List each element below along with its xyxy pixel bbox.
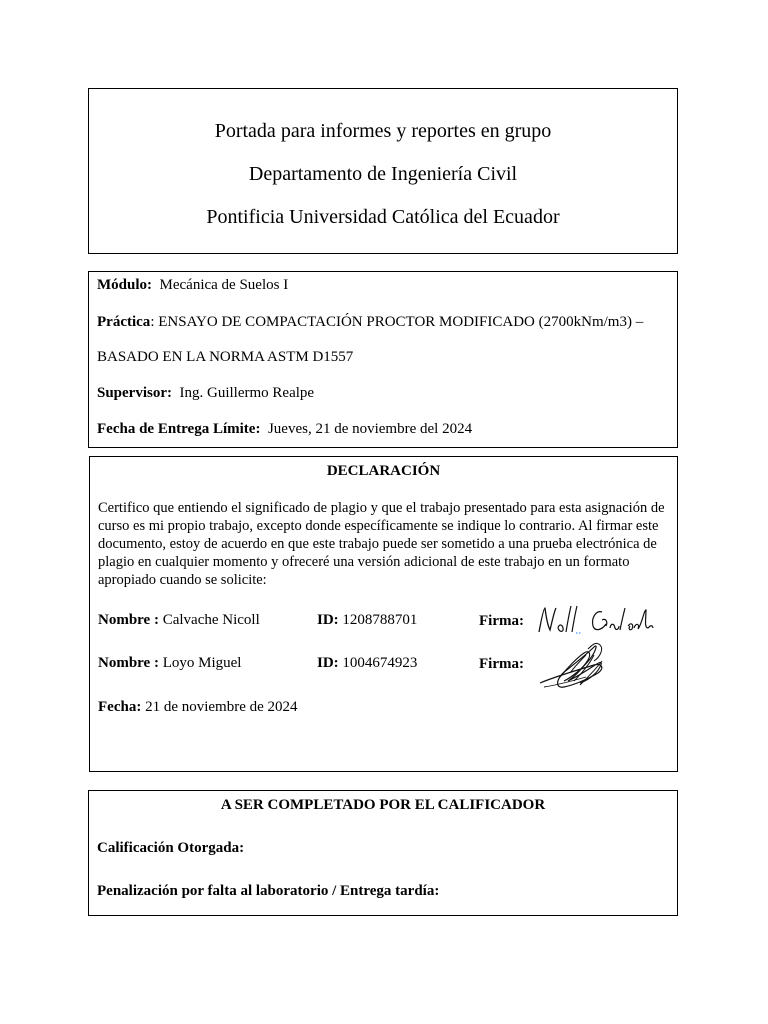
- supervisor-value: Ing. Guillermo Realpe: [179, 385, 315, 401]
- signer-name: Loyo Miguel: [162, 655, 242, 671]
- signer-id-row: [317, 611, 417, 629]
- supervisor-label: Supervisor:: [97, 385, 172, 401]
- practica-label: Práctica: [97, 314, 151, 330]
- modulo-label: Módulo:: [97, 277, 153, 293]
- signer-id-row: [317, 654, 417, 672]
- supervisor-row: [97, 384, 314, 402]
- id-label: ID:: [317, 612, 339, 628]
- fecha-entrega-row: [97, 420, 472, 438]
- signer-name: Calvache Nicoll: [162, 612, 260, 628]
- modulo-value: Mecánica de Suelos I: [159, 277, 289, 293]
- cover-title: Portada para informes y reportes en grupo: [214, 120, 552, 142]
- declaration-title: DECLARACIÓN: [326, 463, 441, 479]
- declaration-date-row: [98, 698, 298, 716]
- department-name: Departamento de Ingeniería Civil: [248, 163, 518, 185]
- course-info-box: [88, 271, 678, 448]
- signature-scribble-image: [534, 637, 614, 693]
- signer-name-row: [98, 611, 260, 629]
- grader-title: A SER COMPLETADO POR EL CALIFICADOR: [220, 797, 546, 813]
- penalizacion-label: Penalización por falta al laboratorio / Entrega tardía:: [97, 883, 440, 899]
- cover-header-box: [88, 88, 678, 254]
- modulo-row: [97, 276, 288, 294]
- name-label: Nombre :: [98, 612, 159, 628]
- practica-row: [97, 313, 643, 331]
- practica-value: : ENSAYO DE COMPACTACIÓN PROCTOR MODIFICADO (2700kNm/m3) –: [150, 314, 644, 330]
- signer-name-row: [98, 654, 241, 672]
- firma-label: Firma:: [479, 613, 524, 629]
- signer-id: 1208788701: [342, 612, 418, 628]
- signer-id: 1004674923: [342, 655, 418, 671]
- name-label: Nombre :: [98, 655, 159, 671]
- declaration-date-value: 21 de noviembre de 2024: [145, 699, 298, 715]
- fecha-entrega-value: Jueves, 21 de noviembre del 2024: [267, 421, 473, 437]
- fecha-entrega-label: Fecha de Entrega Límite:: [97, 421, 261, 437]
- university-name: Pontificia Universidad Católica del Ecuador: [206, 206, 560, 228]
- practica-row-continued: BASADO EN LA NORMA ASTM D1557: [97, 349, 354, 365]
- firma-label: Firma:: [479, 656, 524, 672]
- id-label: ID:: [317, 655, 339, 671]
- declaration-date-label: Fecha:: [98, 699, 142, 715]
- calificacion-label: Calificación Otorgada:: [97, 840, 245, 856]
- signature-image: [536, 602, 656, 638]
- grader-box: [88, 790, 678, 916]
- declaration-text: Certifico que entiendo el significado de plagio y que el trabajo presentado para esta asignación de curso es mi propio trabajo, excepto donde específicamente se indique lo contrario. Al firmar este documento, estoy de acuerdo en que este trabajo puede ser sometido a una prueba electrónica de plagio en cualquier momento y ofreceré una versión adicional de este trabajo en un formato apropiado cuando se solicite:: [98, 500, 665, 588]
- declaration-box: [89, 456, 678, 772]
